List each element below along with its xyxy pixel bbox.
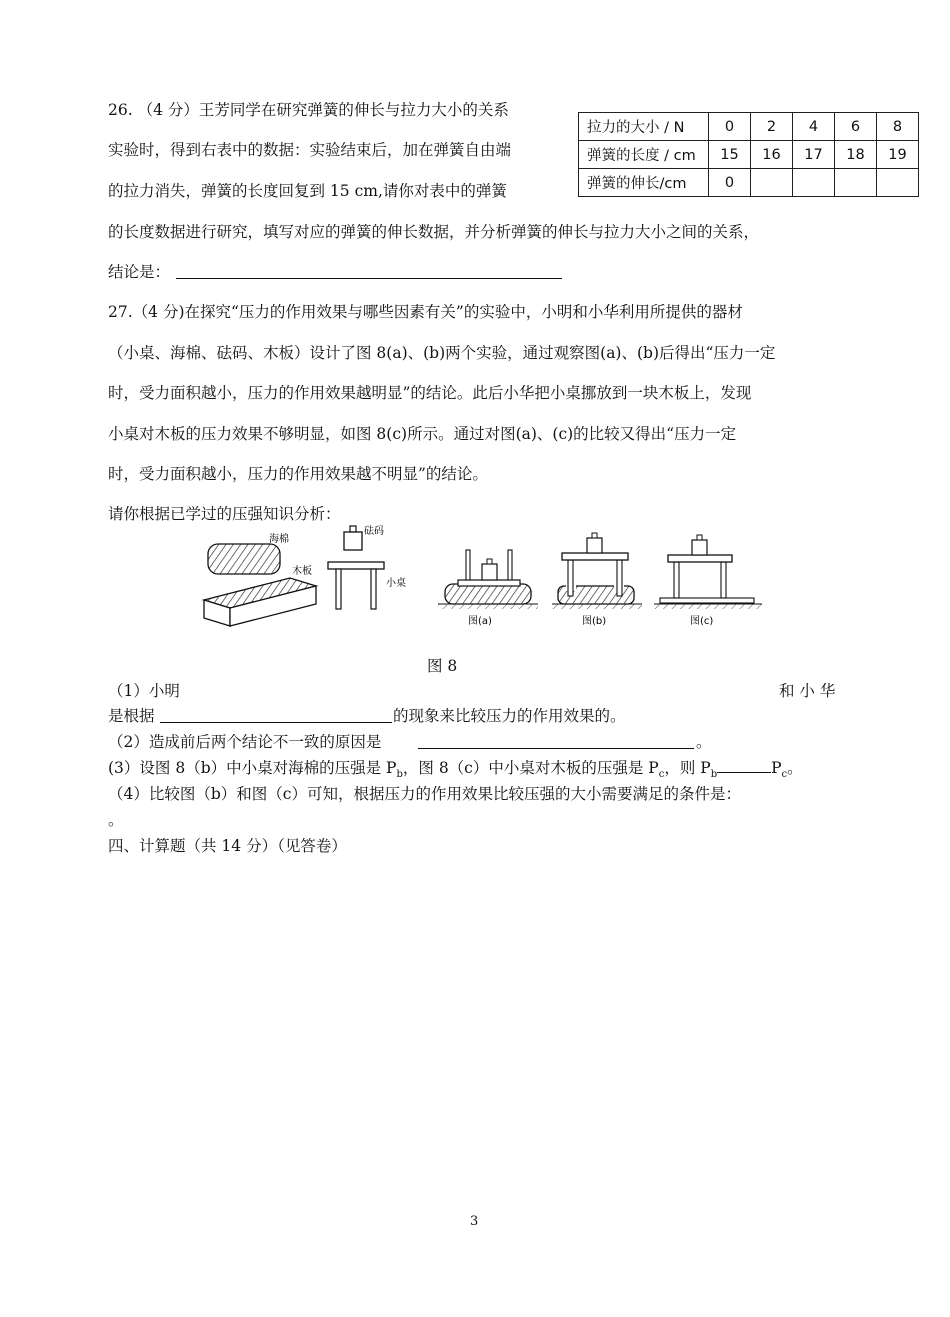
q27-sub1-basis: 是根据 (108, 707, 155, 725)
caption-b: 图(b) (582, 616, 607, 627)
q27-sub2-suffix: 。 (696, 733, 712, 751)
q27-line5: 时，受力面积越小，压力的作用效果越不明显”的结论。 (108, 465, 488, 483)
weight-illustration (344, 526, 362, 550)
answer-cell[interactable] (877, 169, 919, 197)
table-cell: 4 (793, 113, 835, 141)
q26-line1: 26. （4 分）王芳同学在研究弹簧的伸长与拉力大小的关系 (108, 101, 509, 119)
table-row-label: 拉力的大小 / N (579, 113, 709, 141)
q27-sub4-end: 。 (108, 811, 124, 829)
q27-line1: 27.（4 分)在探究“压力的作用效果与哪些因素有关”的实验中，小明和小华利用所提供的器材 (108, 303, 743, 321)
table-cell: 6 (835, 113, 877, 141)
q27-sub3-sub4: c (781, 769, 788, 781)
q26-line5: 结论是： (108, 263, 171, 281)
wood-board-illustration (204, 578, 316, 626)
figure-a-illustration (438, 550, 538, 609)
answer-cell[interactable] (751, 169, 793, 197)
spring-data-table (578, 112, 919, 197)
q26-line3: 的拉力消失，弹簧的长度回复到 15 cm,请你对表中的弹簧 (108, 182, 507, 200)
q27-sub3-end: 。 (787, 759, 803, 777)
table-row (579, 141, 919, 169)
q27-sub3-part3: ，则 P (664, 759, 711, 777)
q27-sub4: （4）比较图（b）和图（c）可知，根据压力的作用效果比较压强的大小需要满足的条件是： (108, 785, 741, 803)
table-cell: 16 (751, 141, 793, 169)
q27-sub3-sub2: c (658, 769, 665, 781)
q27-line3: 时，受力面积越小，压力的作用效果越明显”的结论。此后小华把小桌挪放到一块木板上，发现 (108, 384, 752, 402)
q27-sub3-part4: P (771, 759, 782, 777)
section-4-heading: 四、计算题（共 14 分）（见答卷） (108, 837, 347, 855)
answer-cell[interactable] (793, 169, 835, 197)
table-cell: 0 (709, 113, 751, 141)
q27-line2: （小桌、海棉、砝码、木板）设计了图 8(a)、(b)两个实验，通过观察图(a)、(b)后得出“压力一定 (108, 344, 776, 362)
label-table: 小桌 (386, 578, 406, 589)
q27-sub3-part1: (3）设图 8（b）中小桌对海棉的压强是 P (108, 759, 397, 777)
q27-sub3-sub1: b (396, 769, 403, 781)
label-weight: 砝码 (364, 526, 384, 537)
table-cell: 18 (835, 141, 877, 169)
label-board: 木板 (292, 566, 312, 577)
q27-line6: 请你根据已学过的压强知识分析： (108, 505, 341, 523)
q27-sub1-and: 和 小 华 (779, 682, 836, 700)
q27-sub3-part2: ，图 8（c）中小桌对木板的压强是 P (402, 759, 659, 777)
table-cell: 0 (709, 169, 751, 197)
q27-sub2-prefix: （2）造成前后两个结论不一致的原因是 (108, 733, 382, 751)
q26-line4: 的长度数据进行研究，填写对应的弹簧的伸长数据，并分析弹簧的伸长与拉力大小之间的关系， (108, 223, 760, 241)
figure-8-title: 图 8 (427, 657, 458, 675)
table-row-label: 弹簧的伸长/cm (579, 169, 709, 197)
figure-b-illustration (552, 533, 642, 609)
q26-line2: 实验时，得到右表中的数据：实验结束后，加在弹簧自由端 (108, 141, 512, 159)
table-row (579, 113, 919, 141)
q27-line4: 小桌对木板的压力效果不够明显，如图 8(c)所示。通过对图(a)、(c)的比较又得出“压力一定 (108, 425, 737, 443)
q27-sub1-suffix: 的现象来比较压力的作用效果的。 (393, 707, 626, 725)
caption-c: 图(c) (690, 616, 714, 627)
table-cell: 19 (877, 141, 919, 169)
small-table-illustration (328, 562, 384, 609)
q27-sub3-sub3: b (710, 769, 718, 781)
figure-c-illustration (654, 535, 762, 609)
q26-conclusion-blank[interactable] (176, 278, 562, 279)
page-number: 3 (470, 1214, 479, 1229)
caption-a: 图(a) (468, 616, 492, 627)
answer-cell[interactable] (835, 169, 877, 197)
table-row (579, 169, 919, 197)
figure-8-apparatus (190, 522, 790, 634)
table-cell: 15 (709, 141, 751, 169)
table-row-label: 弹簧的长度 / cm (579, 141, 709, 169)
q27-sub3 (108, 758, 803, 785)
table-cell: 8 (877, 113, 919, 141)
q27-sub1-prefix: （1）小明 (108, 682, 180, 700)
q27-sub1-blank[interactable] (160, 722, 392, 723)
label-sponge: 海棉 (269, 534, 289, 545)
table-cell: 2 (751, 113, 793, 141)
table-cell: 17 (793, 141, 835, 169)
sponge-illustration (208, 544, 280, 574)
q27-sub3-blank[interactable] (717, 760, 771, 773)
q27-sub2-blank[interactable] (418, 748, 694, 749)
